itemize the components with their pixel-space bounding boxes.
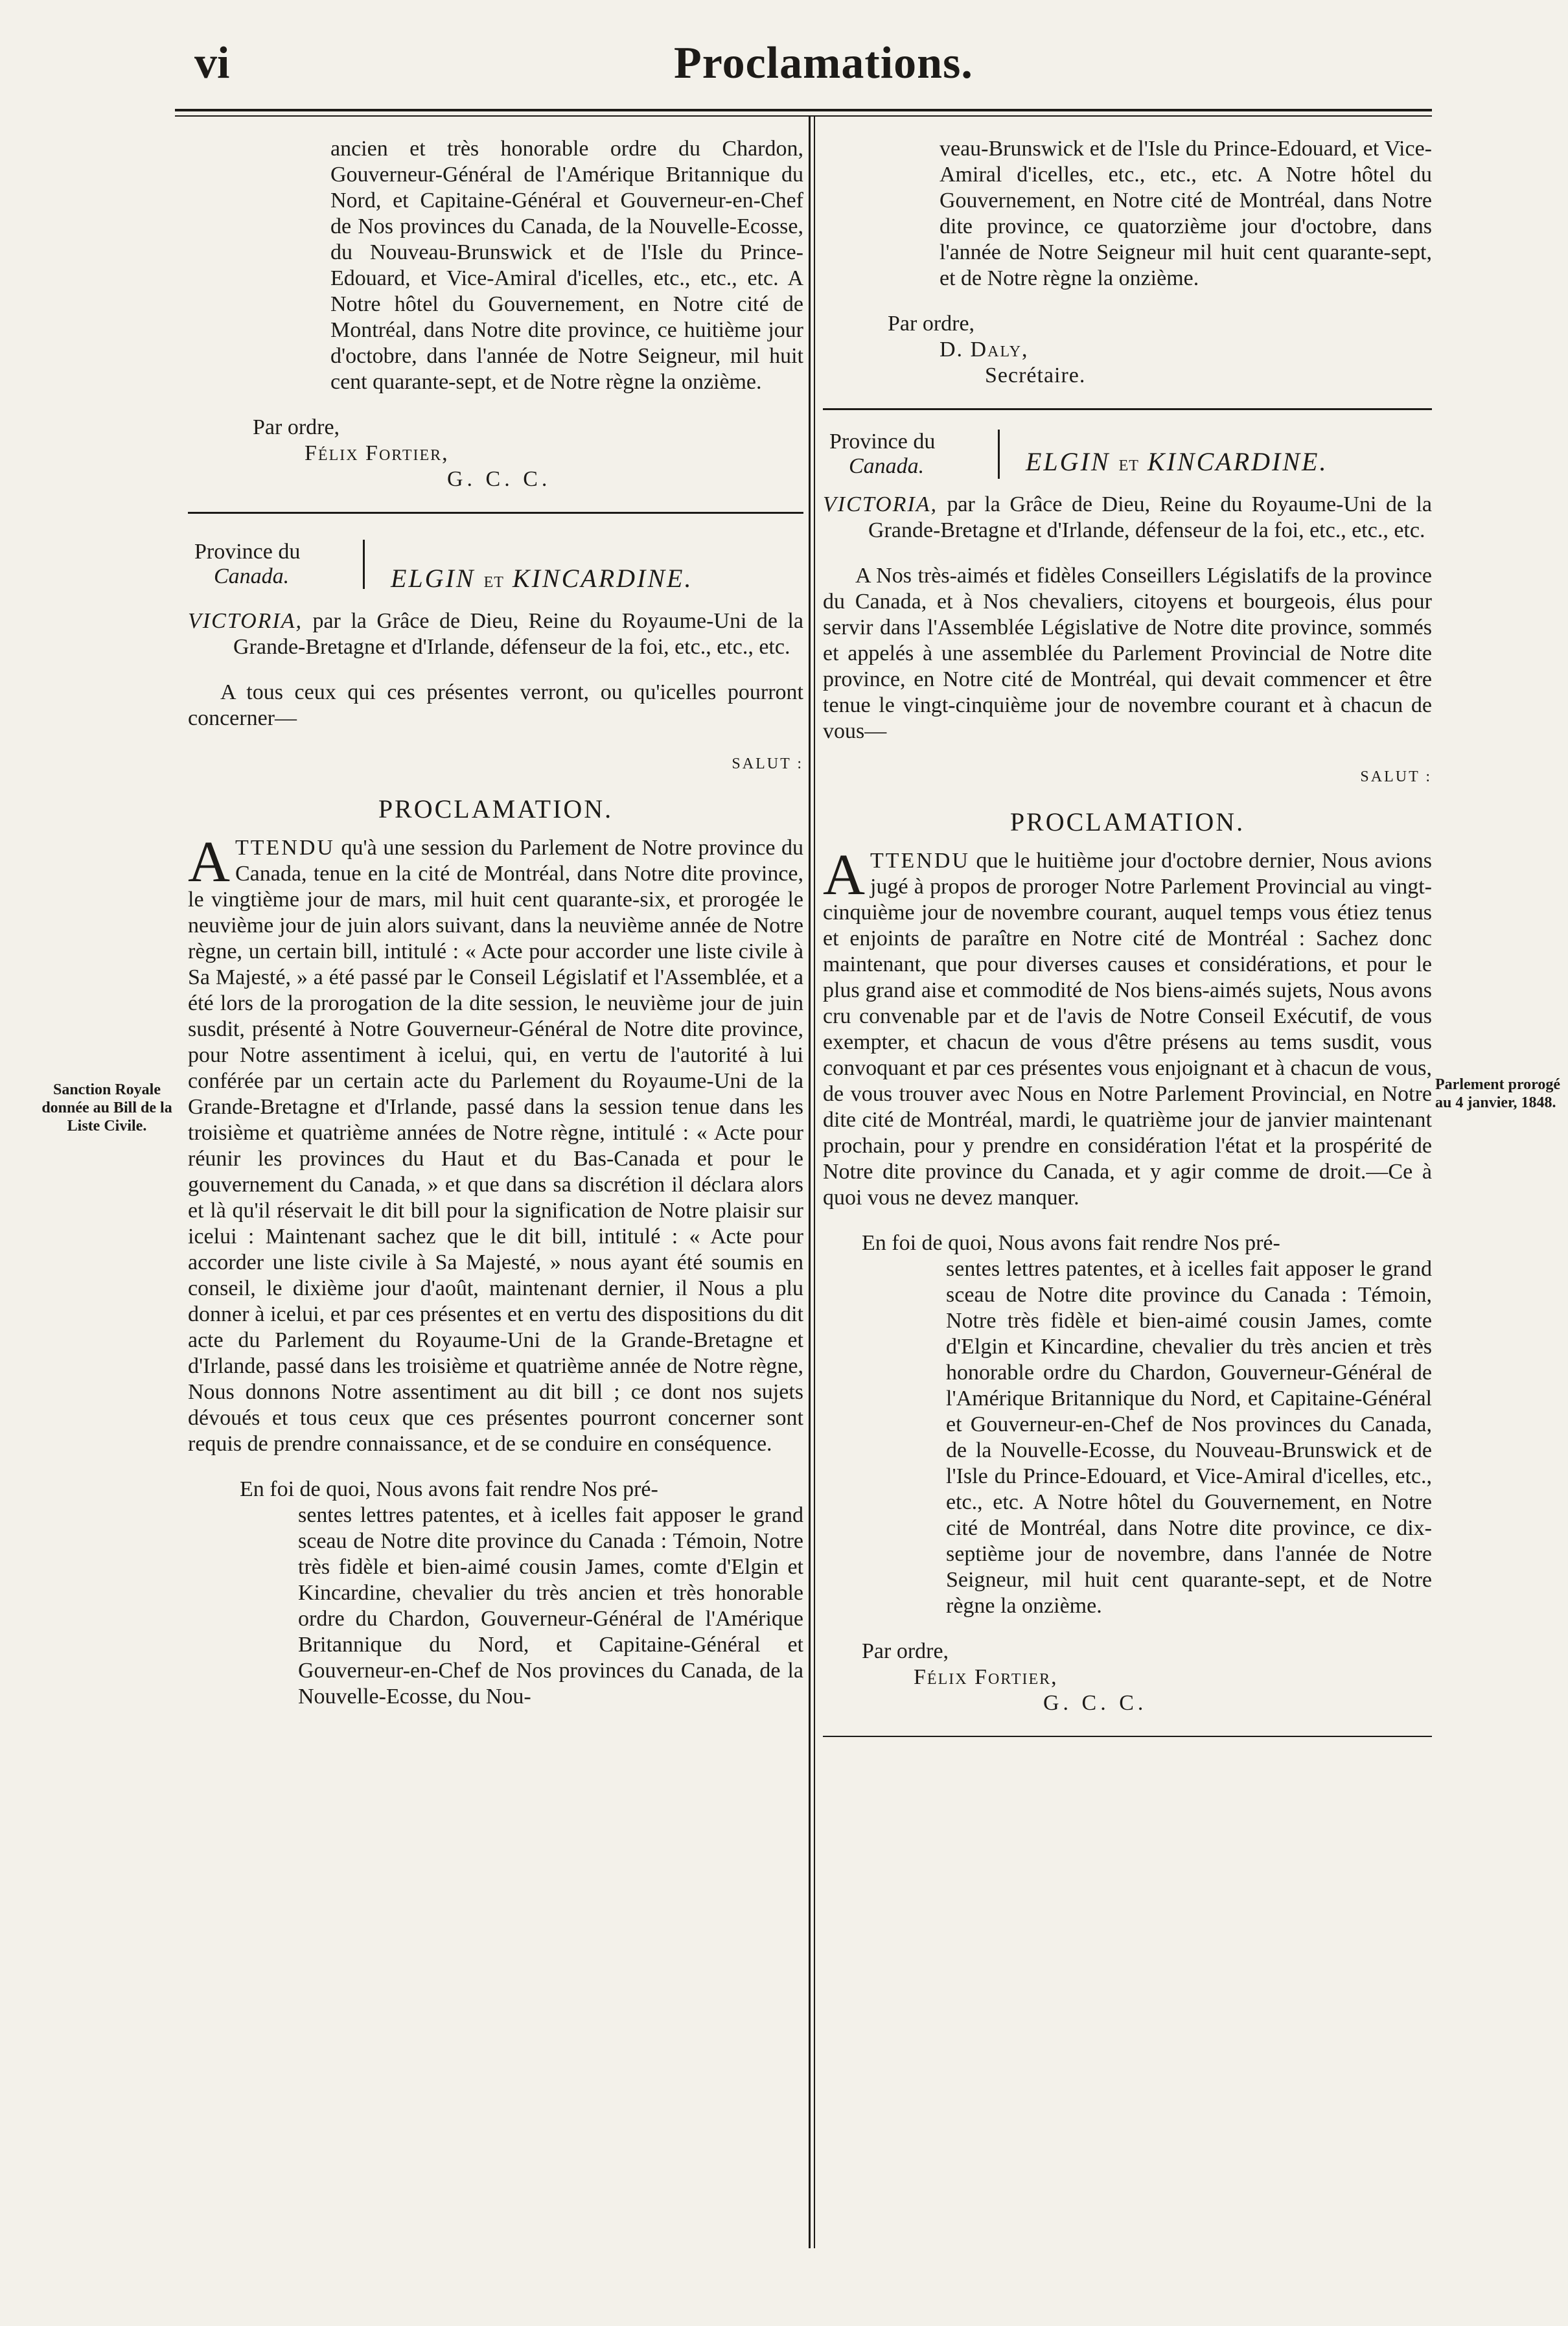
signature-line: Par ordre, — [862, 1639, 949, 1663]
governor-names — [1000, 430, 1328, 479]
section-separator — [823, 408, 1432, 410]
margin-note-right: Parlement prorogé au 4 janvier, 1848. — [1435, 1076, 1561, 1111]
name-et: ET — [1118, 457, 1139, 474]
foi-rest: sentes lettres patentes, et à icelles fait apposer le grand sceau de Notre dite province du Canada : Témoin, Notre très fidèle et bien-aimé cousin James, comte d'Elgin et Kincardine, chevalier du très ancien et très honorable ordre du Chardon, Gouverneur-Général de l'Amérique Britannique du Nord, et Capitaine-Général et Gouverneur-en-Chef de Nos provinces du Canada, de la Nouvelle-Ecosse, du Nouveau-Brunswick et de l'Isle du Prince-Edouard, et Vice-Amiral d'icelles, etc., etc., etc. A Notre hôtel du Gouvernement, en Notre cité de Montréal, dans Notre dite province, ce dix-septième jour de novembre, dans l'année de Notre Seigneur, mil huit cent quarante-sept, et de Notre règne la onzième. — [946, 1257, 1432, 1618]
body-text: que le huitième jour d'octobre dernier, Nous avions jugé à propos de proroger Notre Parlement Provincial au vingt-cinquième jour de novembre courant, auquel temps vous étiez tenus et enjoints de paraître en Notre cité de Montréal : Sachez donc maintenant, que pour diverses causes et considérations, et pour le plus grand aise et commodité de Nos biens-aimés sujets, Nous avons cru convenable par et de l'avis de Notre Conseil Exécutif, de vous exempter, et chacun de vous d'être présens au tems susdit, vous convoquant et par ces présentes vous enjoignant et à chacun de vous, de vous trouver avec Nous en Notre Parlement Provincial, en Notre dite cité de Montréal, mardi, le quatrième jour de janvier maintenant prochain, pour y prendre en considération l'état et la prospérité de Notre dite province du Canada, et y agir comme de droit.—Ce à quoi vous ne devez manquer. — [823, 849, 1432, 1210]
name-elgin: ELGIN — [1026, 447, 1111, 476]
left-salut: SALUT : — [732, 755, 803, 772]
right-victoria-intro — [823, 492, 1432, 544]
body-text: qu'à une session du Parlement de Notre province du Canada, tenue en la cité de Montréal, dans Notre dite province, le vingtième jour de mars, mil huit cent quarante-six, et prorogée le neuvième jour de juin alors suivant, dans la neuvième année de Notre règne, un certain bill, intitulé : « Acte pour accorder une liste civile à Sa Majesté, » a été passé par le Conseil Législatif et l'Assemblée, et a été lors de la prorogation de la dite session, le neuvième jour de juin susdit, présenté à Notre Gouverneur-Général de Notre dite province, pour Notre assentiment à icelui, qui, en vertu de l'autorité à lui conférée par un certain acte du Parlement du Royaume-Uni de la Grande-Bretagne et d'Irlande, passé dans la session tenue dans les troisième et quatrième années de Notre règne, intitulé : « Acte pour réunir les provinces du Haut et du Bas-Canada et pour le gouvernement du Canada, » et que dans sa discrétion il déclara alors et là qu'il réservait le dit bill pour la signification de Notre plaisir sur icelui : Maintenant sachez que le dit bill, intitulé : « Acte pour accorder une liste civile à Sa Majesté, » nous ayant été soumis en conseil, le dixième jour d'août, maintenant dernier, il Nous a plu donner à icelui, et par ces présentes et en vertu des dispositions du dit acte du Parlement du Royaume-Uni de la Grande-Bretagne et d'Irlande, passé dans les troisième et quatrième année de Notre règne, Nous donnons Notre assentiment au dit bill ; ce dont nos sujets dévoués et tous ceux que ces présentes pourront concerner sont requis de prendre connaissance, et de se conduire en conséquence. — [188, 836, 803, 1456]
left-address: A tous ceux qui ces présentes verront, ou qu'icelles pourront concerner— — [188, 680, 803, 730]
name-et: ET — [483, 574, 504, 591]
province-name: Canada. — [214, 564, 290, 588]
left-column — [188, 136, 803, 1710]
signature-line: Par ordre, — [888, 312, 975, 336]
right-address: A Nos très-aimés et fidèles Conseillers Législatifs de la province du Canada, et à Nos chevaliers, citoyens et bourgeois, élus pour servir dans l'Assemblée Législative de Notre dite province, sommés et appelés à une assemblée du Parlement Provincial de Notre dite province, en Notre cité de Montréal, qui devait commencer et être tenue le vingt-cinquième jour de novembre courant et à chacun de vous— — [823, 564, 1432, 743]
right-province-heading — [823, 430, 1432, 479]
end-rule — [823, 1736, 1432, 1737]
province-box — [188, 540, 365, 589]
province-name: Canada. — [849, 454, 925, 478]
signature-title: G. C. C. — [447, 467, 551, 491]
foi-rest: sentes lettres patentes, et à icelles fait apposer le grand sceau de Notre dite province du Canada : Témoin, Notre très fidèle et bien-aimé cousin James, comte d'Elgin et Kincardine, chevalier du très ancien et très honorable ordre du Chardon, Gouverneur-Général de l'Amérique Britannique du Nord, et Capitaine-Général et Gouverneur-en-Chef de Nos provinces du Canada, de la Nouvelle-Ecosse, du Nou- — [298, 1503, 803, 1709]
signature-line: Par ordre, — [253, 415, 340, 439]
province-line: Province du — [829, 430, 936, 454]
right-signature-2 — [823, 1639, 1432, 1716]
victoria-name: VICTORIA, — [188, 609, 303, 633]
victoria-name: VICTORIA, — [823, 492, 938, 516]
signature-title: Secrétaire. — [985, 363, 1086, 387]
signature-name: Félix Fortier, — [914, 1665, 1058, 1689]
left-proclamation-body — [188, 830, 803, 1457]
attendu-word: TTENDU — [235, 836, 335, 860]
name-elgin: ELGIN — [391, 564, 476, 593]
province-box — [823, 430, 1000, 479]
right-foi-block — [823, 1230, 1432, 1619]
province-line: Province du — [194, 540, 301, 564]
right-column — [823, 136, 1432, 1756]
right-signature-1 — [823, 311, 1432, 389]
right-proclamation-body — [823, 843, 1432, 1211]
drop-cap: A — [188, 830, 230, 894]
drop-cap: A — [823, 843, 865, 907]
section-separator — [188, 512, 803, 514]
left-foi-block — [188, 1477, 803, 1710]
name-kincardine: KINCARDINE. — [1147, 447, 1328, 476]
right-proclamation-heading: PROCLAMATION. — [1009, 807, 1245, 836]
name-kincardine: KINCARDINE. — [512, 564, 693, 593]
header-rule — [175, 109, 1432, 111]
right-salut: SALUT : — [1360, 768, 1432, 785]
page-number: vi — [194, 38, 230, 88]
left-signature-1 — [188, 415, 803, 492]
margin-note-left: Sanction Royale donnée au Bill de la Liste Civile. — [41, 1081, 172, 1134]
header-rule-thin — [175, 115, 1432, 117]
attendu-word: TTENDU — [870, 849, 970, 873]
left-province-heading — [188, 540, 803, 595]
signature-name: Félix Fortier, — [305, 441, 449, 465]
left-proclamation-heading: PROCLAMATION. — [378, 794, 614, 823]
column-divider — [809, 117, 811, 2248]
signature-title: G. C. C. — [1043, 1691, 1147, 1715]
column-divider-thin — [814, 117, 815, 2248]
page-header — [0, 38, 1568, 109]
right-continuation-text: veau-Brunswick et de l'Isle du Prince-Edouard, et Vice-Amiral d'icelles, etc., etc., etc. A Notre hôtel du Gouvernement, en Notre cité de Montréal, dans Notre dite province, ce quatorzième jour d'octobre, dans l'année de Notre Seigneur mil huit cent quarante-sept, et de Notre règne la onzième. — [940, 137, 1432, 290]
foi-first-line: En foi de quoi, Nous avons fait rendre Nos pré- — [862, 1231, 1280, 1255]
victoria-text: par la Grâce de Dieu, Reine du Royaume-Uni de la Grande-Bretagne et d'Irlande, défenseur de la foi, etc., etc., etc. — [233, 609, 803, 659]
signature-name: D. Daly, — [940, 338, 1029, 362]
left-victoria-intro — [188, 608, 803, 660]
page-title: Proclamations. — [674, 38, 973, 88]
foi-first-line: En foi de quoi, Nous avons fait rendre Nos pré- — [240, 1477, 658, 1501]
victoria-text: par la Grâce de Dieu, Reine du Royaume-Uni de la Grande-Bretagne et d'Irlande, défenseur de la foi, etc., etc., etc. — [868, 492, 1432, 542]
governor-names — [365, 540, 693, 595]
left-continuation-text: ancien et très honorable ordre du Chardon, Gouverneur-Général de l'Amérique Britannique du Nord, et Capitaine-Général et Gouverneur-en-Chef de Nos provinces du Canada, de la Nouvelle-Ecosse, du Nouveau-Brunswick et de l'Isle du Prince-Edouard, et Vice-Amiral d'icelles, etc., etc., etc. A Notre hôtel du Gouvernement, en Notre cité de Montréal, dans Notre dite province, ce huitième jour d'octobre, dans l'année de Notre Seigneur, mil huit cent quarante-sept, et de Notre règne la onzième. — [330, 137, 803, 394]
